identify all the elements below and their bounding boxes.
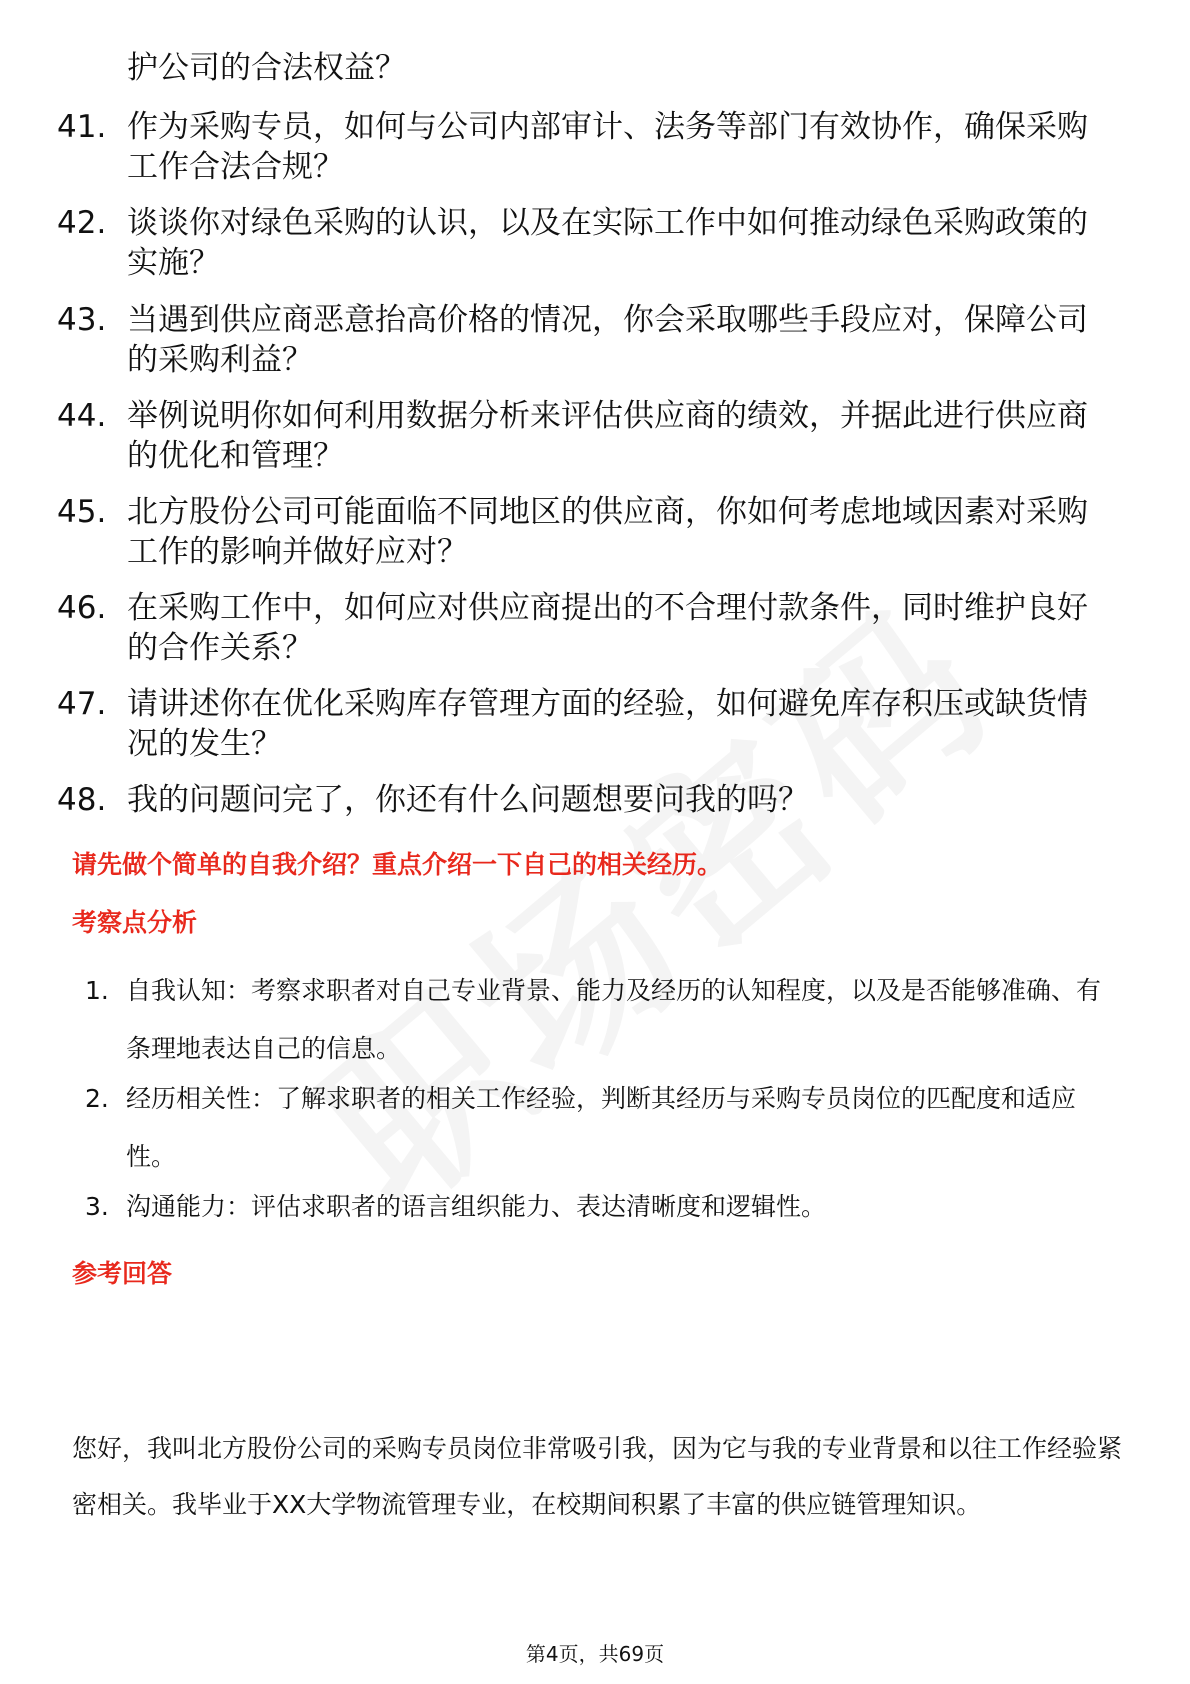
question-text: 北方股份公司可能面临不同地区的供应商，你如何考虑地域因素对采购工作的影响并做好应对？ (127, 494, 1088, 570)
question-text: 举例说明你如何利用数据分析来评估供应商的绩效，并据此进行供应商的优化和管理？ (127, 398, 1088, 474)
point-number: 3. (85, 1192, 109, 1221)
question-number: 41. (57, 109, 107, 145)
question-number: 48. (57, 782, 107, 818)
analysis-heading: 考察点分析 (72, 908, 198, 937)
point-text: 经历相关性：了解求职者的相关工作经验，判断其经历与采购专员岗位的匹配度和适应性。 (126, 1084, 1077, 1171)
question-number: 43. (57, 302, 107, 338)
question-number: 42. (57, 205, 107, 241)
question-number: 45. (57, 494, 107, 530)
question-number: 44. (57, 398, 107, 434)
answer-heading: 参考回答 (72, 1259, 173, 1288)
question-text: 护公司的合法权益？ (127, 50, 406, 86)
point-text: 自我认知：考察求职者对自己专业背景、能力及经历的认知程度，以及是否能够准确、有条理地表达自己的信息。 (126, 976, 1102, 1063)
point-number: 1. (85, 976, 109, 1005)
question-text: 谈谈你对绿色采购的认识，以及在实际工作中如何推动绿色采购政策的实施？ (127, 205, 1088, 281)
question-text: 作为采购专员，如何与公司内部审计、法务等部门有效协作，确保采购工作合法合规？ (127, 109, 1088, 185)
question-text: 当遇到供应商恶意抬高价格的情况，你会采取哪些手段应对，保障公司的采购利益？ (127, 302, 1088, 378)
question-number: 46. (57, 590, 107, 626)
question-number: 47. (57, 686, 107, 722)
question-text: 请讲述你在优化采购库存管理方面的经验，如何避免库存积压或缺货情况的发生？ (127, 686, 1088, 762)
point-number: 2. (85, 1084, 109, 1113)
point-text: 沟通能力：评估求职者的语言组织能力、表达清晰度和逻辑性。 (126, 1192, 827, 1221)
reference-answer: 您好，我叫北方股份公司的采购专员岗位非常吸引我，因为它与我的专业背景和以往工作经验紧密相关。我毕业于XX大学物流管理专业，在校期间积累了丰富的供应链管理知识。 (72, 1434, 1123, 1519)
question-text: 我的问题问完了，你还有什么问题想要问我的吗？ (127, 782, 809, 818)
question-text: 在采购工作中，如何应对供应商提出的不合理付款条件，同时维护良好的合作关系？ (127, 590, 1088, 666)
section-title: 请先做个简单的自我介绍？重点介绍一下自己的相关经历。 (72, 850, 723, 879)
page-footer: 第4页，共69页 (525, 1642, 665, 1666)
